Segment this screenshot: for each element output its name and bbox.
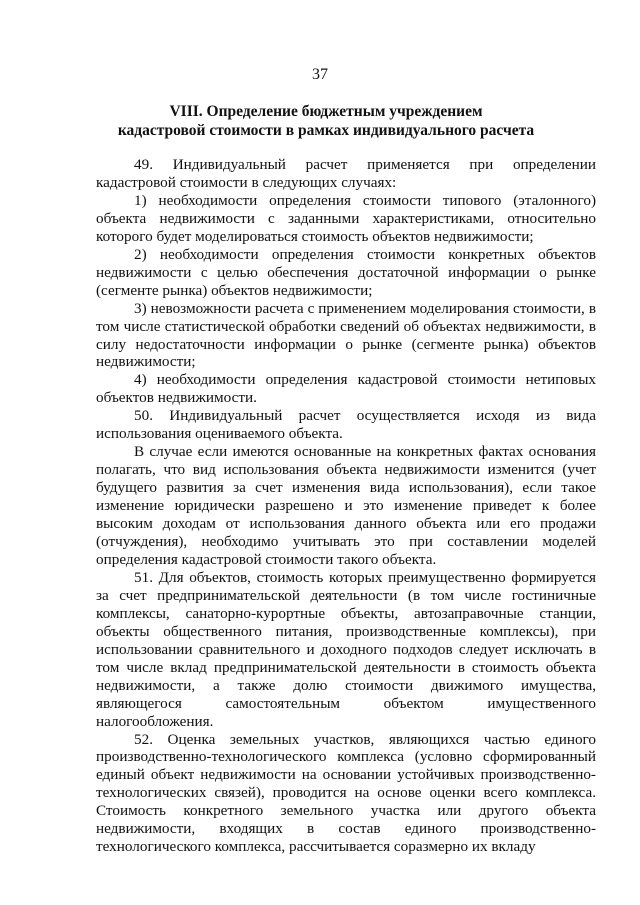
paragraph-52: 52. Оценка земельных участков, являющихся частью единого производственно-технологического комплекса (условно сформированный единый объект недвижимости на основании устойчивых производственно-технологических связей), проводится на основе оценки всего комплекса. Стоимость конкретного земельного участка или другого объекта недвижимости, входящих в состав единого производственно-технологического комплекса, рассчитывается соразмерно их вкладу bbox=[96, 730, 596, 856]
document-body bbox=[96, 156, 596, 856]
paragraph-49-item-3: 3) невозможности расчета с применением моделирования стоимости, в том числе статистической обработки сведений об объектах недвижимости, в силу недостаточности информации о рынке (сегменте рынка) объектов недвижимости; bbox=[96, 299, 596, 371]
paragraph-49-item-2: 2) необходимости определения стоимости конкретных объектов недвижимости с целью обеспечения достаточной информации о рынке (сегменте рынка) объектов недвижимости; bbox=[96, 245, 596, 299]
paragraph-49-item-1: 1) необходимости определения стоимости типового (эталонного) объекта недвижимости с заданными характеристиками, относительно которого будет моделироваться стоимость объектов недвижимости; bbox=[96, 191, 596, 245]
paragraph-50-continuation: В случае если имеются основанные на конкретных фактах основания полагать, что вид использования объекта недвижимости изменится (учет будущего развития за счет изменения вида использования), если такое изменение юридически разрешено и это изменение приведет к более высоким доходам от использования данного объекта или его продажи (отчуждения), необходимо учитывать это при составлении моделей определения кадастровой стоимости такого объекта. bbox=[96, 443, 596, 568]
section-heading-line-1: VIII. Определение бюджетным учреждением bbox=[169, 103, 483, 120]
paragraph-51: 51. Для объектов, стоимость которых преимущественно формируется за счет предпринимательской деятельности (в том числе гостиничные комплексы, санаторно-курортные объекты, автозаправочные станции, объекты общественного питания, производственные комплексы), при использовании сравнительного и доходного подходов следует исключать в том числе вклад предпринимательской деятельности в стоимость объекта недвижимости, а также долю стоимости движимого имущества, являющегося самостоятельным объектом имущественного налогообложения. bbox=[96, 568, 596, 730]
section-heading bbox=[96, 102, 556, 140]
paragraph-50: 50. Индивидуальный расчет осуществляется исходя из вида использования оцениваемого объекта. bbox=[96, 407, 596, 443]
paragraph-49: 49. Индивидуальный расчет применяется при определении кадастровой стоимости в следующих случаях: bbox=[96, 156, 596, 191]
section-heading-line-2: кадастровой стоимости в рамках индивидуального расчета bbox=[117, 122, 535, 139]
page-number: 37 bbox=[312, 66, 328, 83]
paragraph-49-item-4: 4) необходимости определения кадастровой стоимости нетиповых объектов недвижимости. bbox=[96, 371, 596, 407]
